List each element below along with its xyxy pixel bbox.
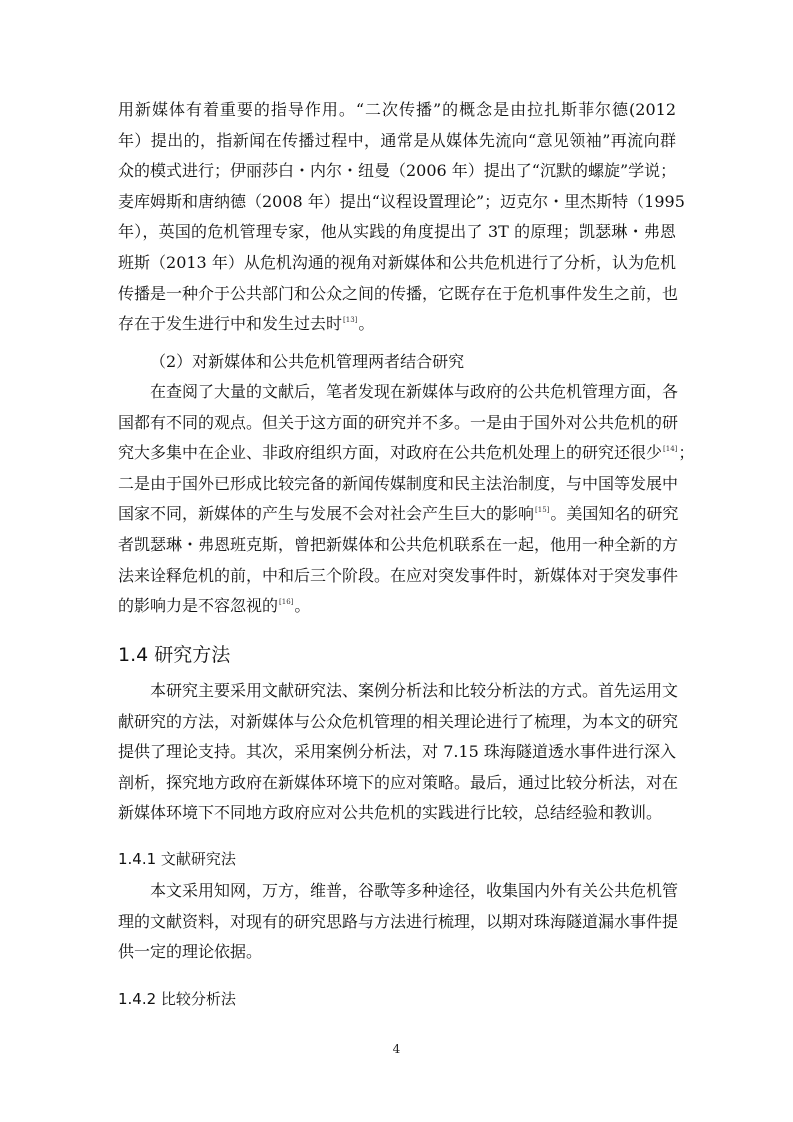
text-line: 国都有不同的观点。但关于这方面的研究并不多。一是由于国外对公共危机的研 xyxy=(118,412,679,432)
subsection-heading-literature: 1.4.1 文献研究法 xyxy=(118,850,236,868)
text-line: 在查阅了大量的文献后，笔者发现在新媒体与政府的公共危机管理方面，各 xyxy=(150,382,679,401)
text-line xyxy=(118,499,679,530)
paragraph-literature xyxy=(118,876,679,968)
section-heading-research-methods: 1.4 研究方法 xyxy=(118,644,231,666)
text-run: 究大多集中在企业、非政府组织方面，对政府在公共危机处理上的研究还很少 xyxy=(118,443,663,463)
citation-ref: [15] xyxy=(535,506,550,515)
text-line: 法来诠释危机的前，中和后三个阶段。在应对突发事件时，新媒体对于突发事件 xyxy=(118,565,679,585)
text-line: 年），英国的危机管理专家，他从实践的角度提出了 3T 的原理；凯瑟琳・弗恩 xyxy=(118,222,676,242)
text-line xyxy=(118,438,695,469)
page-number: 4 xyxy=(392,1042,401,1056)
subheading-text: （2）对新媒体和公共危机管理两者结合研究 xyxy=(150,352,465,371)
text-line: 献研究的方法，对新媒体与公众危机管理的相关理论进行了梳理，为本文的研究 xyxy=(118,711,679,731)
text-run: 。 xyxy=(294,596,311,616)
text-run: 存在于发生进行中和发生过去时 xyxy=(118,314,343,334)
citation-ref: [14] xyxy=(663,445,678,454)
text-line: 剖析，探究地方政府在新媒体环境下的应对策略。最后，通过比较分析法，对在 xyxy=(118,772,679,792)
paragraph-theories xyxy=(118,95,685,340)
subheading-combined-research xyxy=(118,347,676,378)
text-line: 理的文献资料，对现有的研究思路与方法进行梳理，以期对珠海隧道漏水事件提 xyxy=(118,911,679,931)
text-line: 传播是一种介于公共部门和公众之间的传播，它既存在于危机事件发生之前，也 xyxy=(118,283,679,303)
text-line: 众的模式进行；伊丽莎白・内尔・纽曼（2006 年）提出了“沉默的螺旋”学说； xyxy=(118,161,677,181)
text-line: 提供了理论支持。其次，采用案例分析法，对 7.15 珠海隧道透水事件进行深入 xyxy=(118,742,676,762)
text-line xyxy=(118,591,676,622)
text-run: ； xyxy=(678,443,695,463)
text-run: 的影响力是不容忽视的 xyxy=(118,596,279,616)
text-line: 者凯瑟琳・弗恩班克斯，曾把新媒体和公共危机联系在一起，他用一种全新的方 xyxy=(118,534,679,554)
text-line: 新媒体环境下不同地方政府应对公共危机的实践进行比较，总结经验和教训。 xyxy=(118,803,663,823)
text-line: 供一定的理论依据。 xyxy=(118,942,263,962)
subsection-heading-comparative: 1.4.2 比较分析法 xyxy=(118,990,236,1008)
paragraph-research-methods xyxy=(118,676,679,829)
text-line: 班斯（2013 年）从危机沟通的视角对新媒体和公共危机进行了分析，认为危机 xyxy=(118,252,676,272)
text-line: 本文采用知网，万方，维普，谷歌等多种途径，收集国内外有关公共危机管 xyxy=(150,881,679,900)
text-line xyxy=(118,309,676,340)
text-run: 。 xyxy=(358,314,375,334)
citation-ref: [16] xyxy=(279,598,294,607)
text-line: 用新媒体有着重要的指导作用。“二次传播”的概念是由拉扎斯菲尔德(2012 xyxy=(118,100,676,119)
text-line: 本研究主要采用文献研究法、案例分析法和比较分析法的方式。首先运用文 xyxy=(150,681,679,700)
text-line: 麦库姆斯和唐纳德（2008 年）提出“议程设置理论”；迈克尔・里杰斯特（1995 xyxy=(118,191,685,211)
paragraph-combined-research xyxy=(118,377,695,622)
text-line: 年）提出的，指新闻在传播过程中，通常是从媒体先流向“意见领袖”再流向群 xyxy=(118,130,676,150)
citation-ref: [13] xyxy=(343,316,358,325)
text-run: 国家不同，新媒体的产生与发展不会对社会产生巨大的影响 xyxy=(118,504,535,524)
text-run: 。美国知名的研究 xyxy=(550,504,679,524)
text-line: 二是由于国外已形成比较完备的新闻传媒制度和民主法治制度，与中国等发展中 xyxy=(118,473,679,493)
